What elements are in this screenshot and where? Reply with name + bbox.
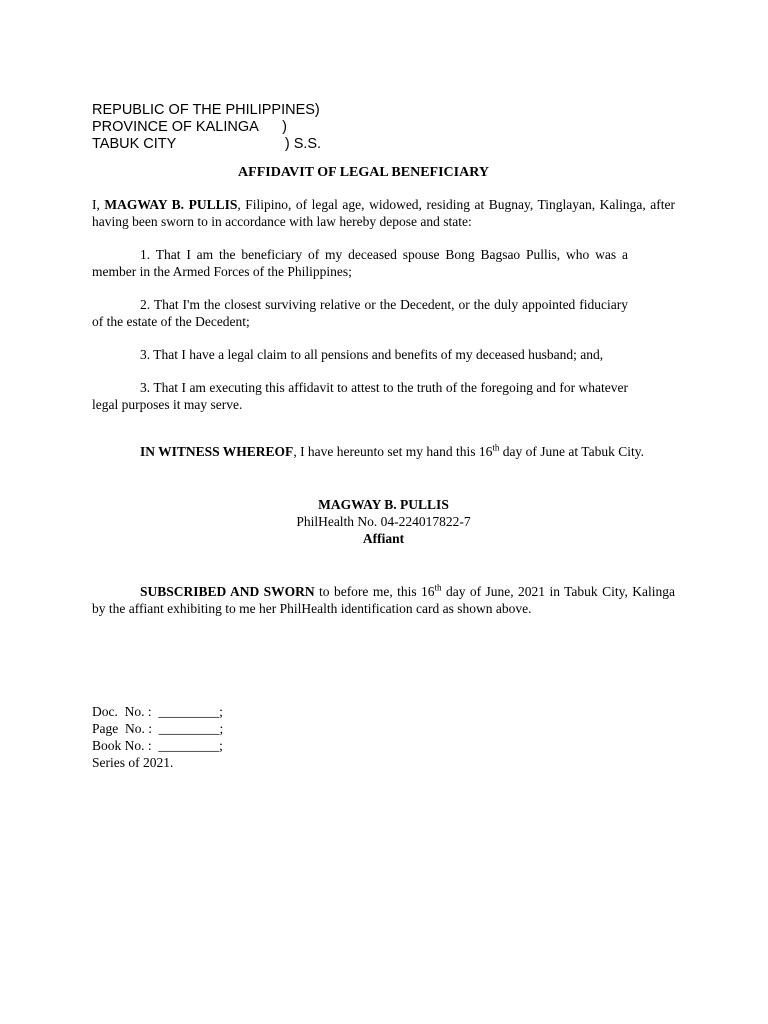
- page-number: Page No. : _________;: [92, 721, 224, 736]
- jurat-lead: SUBSCRIBED AND SWORN: [140, 584, 315, 599]
- intro-text: , Filipino, of legal age, widowed, residing at Bugnay, Tinglayan, Kalinga, after having been sworn to in accordance with law hereby depose and state:: [92, 197, 676, 229]
- statement-2: 2. That I'm the closest surviving relative or the Decedent, or the duly appointed fiduciary of the estate of the Decedent;: [92, 297, 628, 329]
- series-year: Series of 2021.: [92, 755, 174, 770]
- statement-4: 3. That I am executing this affidavit to attest to the truth of the foregoing and for whatever legal purposes it may serve.: [92, 380, 628, 412]
- affiant-role: Affiant: [362, 531, 405, 546]
- jurat-paragraph: SUBSCRIBED AND SWORN to before me, this 16th day of June, 2021 in Tabuk City, Kalinga by the affiant exhibiting to me her PhilHealth identification card as shown above.: [92, 582, 675, 616]
- witness-lead: IN WITNESS WHEREOF: [140, 444, 294, 459]
- statement-1: 1. That I am the beneficiary of my deceased spouse Bong Bagsao Pullis, who was a member in the Armed Forces of the Philippines;: [92, 247, 628, 279]
- intro-paragraph: [92, 196, 675, 230]
- venue-province: PROVINCE OF KALINGA ): [92, 119, 287, 135]
- affiant-name: MAGWAY B. PULLIS: [104, 197, 238, 212]
- document-title: AFFIDAVIT OF LEGAL BENEFICIARY: [238, 165, 489, 180]
- venue-republic: REPUBLIC OF THE PHILIPPINES): [92, 102, 320, 118]
- signature-block: [92, 496, 675, 547]
- book-number: Book No. : _________;: [92, 738, 223, 753]
- statement-3: 3. That I have a legal claim to all pensions and benefits of my deceased husband; and,: [140, 347, 604, 362]
- philhealth-number: PhilHealth No. 04-224017822-7: [296, 514, 471, 529]
- notarial-register: [92, 703, 675, 771]
- signature-name: MAGWAY B. PULLIS: [318, 497, 449, 512]
- venue-header: [92, 102, 675, 153]
- doc-number: Doc. No. : _________;: [92, 704, 223, 719]
- affidavit-document: [92, 102, 675, 771]
- witness-paragraph: IN WITNESS WHEREOF, I have hereunto set my hand this 16th day of June at Tabuk City.: [140, 442, 644, 459]
- venue-city: TABUK CITY ) S.S.: [92, 136, 322, 152]
- intro-prefix: I,: [92, 197, 105, 212]
